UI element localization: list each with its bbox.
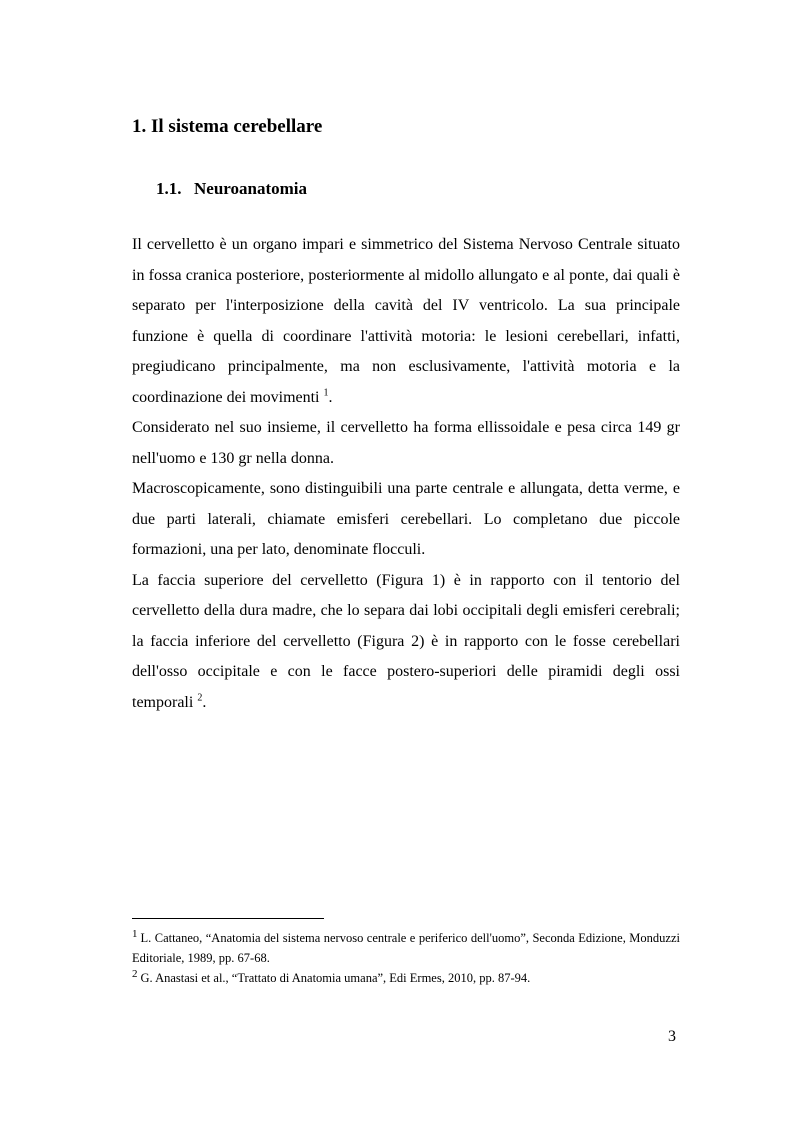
paragraph-text: Considerato nel suo insieme, il cervelletto ha forma ellissoidale e pesa circa 149 gr nell'uomo e 130 gr nella donna. [132,419,680,467]
footnote-mark: 2 [132,967,138,980]
footnote-mark: 1 [132,927,138,940]
section-number: 1.1. [156,179,182,198]
body-text [132,230,680,718]
section-heading [156,178,307,200]
footnote [132,928,680,968]
paragraph-text: Il cervelletto è un organo impari e simmetrico del Sistema Nervoso Centrale situato in fossa cranica posteriore, posteriormente al midollo allungato e al ponte, dai quali è separato per l'interposizione della cavità del IV ventricolo. La sua principale funzione è quella di coordinare l'attività motoria: le lesioni cerebellari, infatti, pregiudicano principalmente, ma non esclusivamente, l'attività motoria e la coordinazione dei movimenti [132,236,680,406]
paragraph [132,474,680,566]
paragraph [132,413,680,474]
footnote-text: G. Anastasi et al., “Trattato di Anatomia umana”, Edi Ermes, 2010, pp. 87-94. [140,971,531,985]
footnote-divider [132,918,324,919]
page-number: 3 [668,1028,676,1045]
footnote-reference[interactable]: 2 [197,692,203,704]
chapter-title: 1. Il sistema cerebellare [132,116,323,137]
footnote [132,968,680,988]
paragraph [132,230,680,413]
paragraph-end: . [202,693,207,711]
section-title: Neuroanatomia [194,179,308,198]
paragraph-end: . [328,388,333,406]
paragraph-text: Macroscopicamente, sono distinguibili una parte centrale e allungata, detta verme, e due parti laterali, chiamate emisferi cerebellari. Lo completano due piccole formazioni, una per lato, denominate flocculi. [132,480,680,558]
footnotes [132,928,680,988]
paragraph [132,566,680,719]
footnote-reference[interactable]: 1 [323,387,329,399]
footnote-text: L. Cattaneo, “Anatomia del sistema nervoso centrale e periferico dell'uomo”, Seconda Edizione, Monduzzi Editoriale, 1989, pp. 67-68. [132,931,680,965]
paragraph-text: La faccia superiore del cervelletto (Figura 1) è in rapporto con il tentorio del cervelletto della dura madre, che lo separa dai lobi occipitali degli emisferi cerebrali; la faccia inferiore del cervelletto (Figura 2) è in rapporto con le fosse cerebellari dell'osso occipitale e con le facce postero-superiori delle piramidi degli ossi temporali [132,571,680,711]
